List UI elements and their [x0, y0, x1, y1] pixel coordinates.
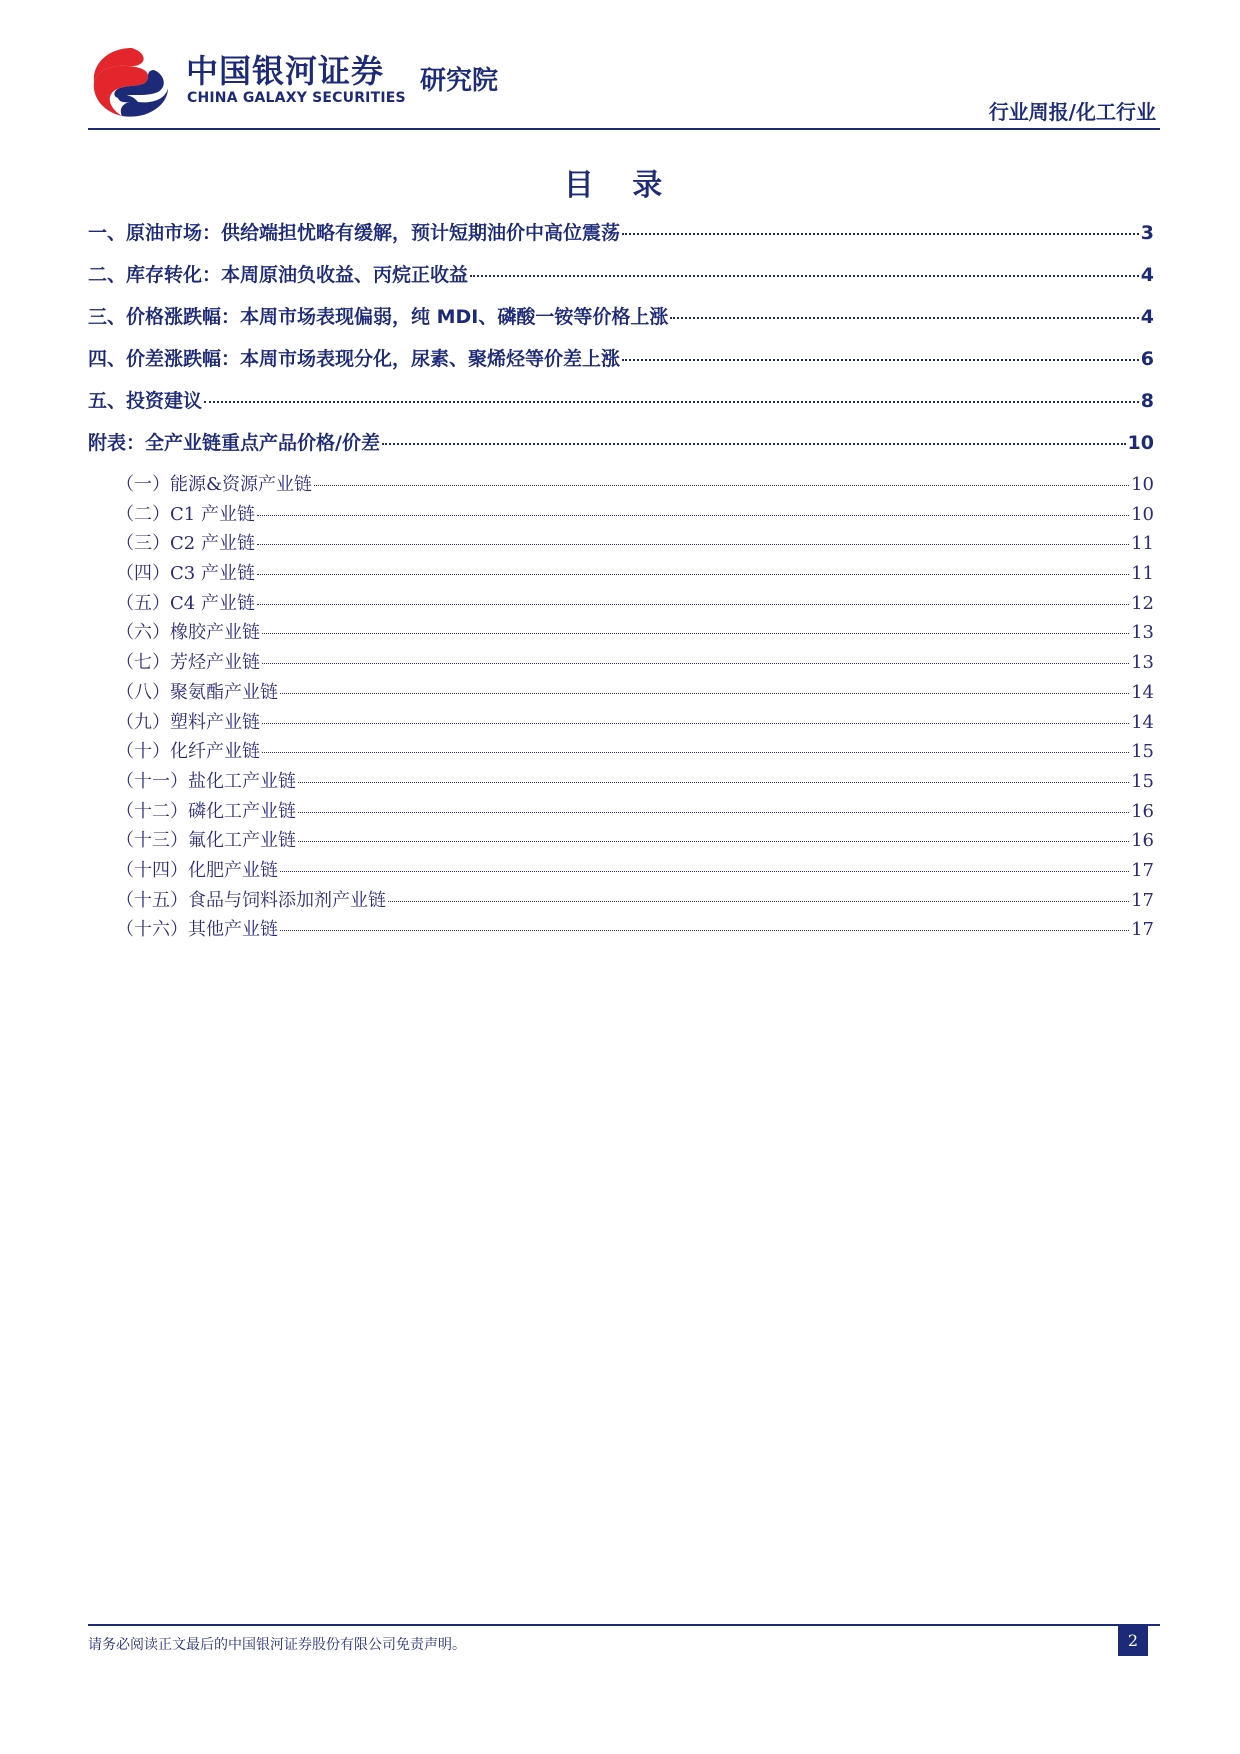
toc-subentry-page: 16 [1131, 830, 1154, 852]
dot-leader [262, 663, 1129, 664]
toc-subentry-text: （十一）盐化工产业链 [116, 770, 296, 792]
toc-entry-page: 3 [1140, 222, 1154, 244]
toc-subentry-10[interactable] [88, 737, 1154, 767]
page-number: 2 [1118, 1626, 1148, 1656]
toc-subentry-text: （十二）磷化工产业链 [116, 800, 296, 822]
footer-divider [88, 1624, 1160, 1626]
header-divider [88, 128, 1160, 130]
table-of-contents [88, 218, 1154, 945]
toc-subentry-page: 17 [1131, 889, 1154, 911]
toc-subentry-6[interactable] [88, 618, 1154, 648]
toc-entry-2[interactable] [88, 260, 1154, 302]
toc-subentry-text: （七）芳烃产业链 [116, 652, 260, 674]
toc-entry-text: 附表：全产业链重点产品价格/价差 [88, 432, 380, 454]
toc-title: 目 录 [563, 168, 677, 203]
dot-leader [388, 901, 1129, 902]
dot-leader [382, 443, 1126, 445]
dot-leader [298, 812, 1129, 813]
toc-entry-text: 四、价差涨跌幅：本周市场表现分化，尿素、聚烯烃等价差上涨 [88, 348, 621, 370]
toc-subentry-text: （九）塑料产业链 [116, 711, 260, 733]
dot-leader [280, 930, 1129, 931]
toc-subentry-text: （十三）氟化工产业链 [116, 830, 296, 852]
toc-entry-page: 10 [1127, 432, 1154, 454]
dot-leader [622, 233, 1139, 235]
toc-subentry-14[interactable] [88, 856, 1154, 886]
toc-subentry-3[interactable] [88, 529, 1154, 559]
dot-leader [204, 401, 1139, 403]
dot-leader [257, 515, 1129, 516]
dot-leader [280, 693, 1129, 694]
dot-leader [262, 633, 1129, 634]
dot-leader [298, 841, 1129, 842]
toc-subentry-page: 11 [1131, 563, 1154, 585]
toc-entry-text: 二、库存转化：本周原油负收益、丙烷正收益 [88, 264, 469, 286]
dot-leader [257, 544, 1129, 545]
toc-subentry-page: 15 [1131, 770, 1154, 792]
toc-entry-page: 4 [1140, 306, 1154, 328]
dot-leader [262, 723, 1129, 724]
toc-entry-text: 五、投资建议 [88, 390, 203, 412]
toc-subentry-13[interactable] [88, 826, 1154, 856]
dot-leader [470, 275, 1139, 277]
toc-entry-3[interactable] [88, 302, 1154, 344]
dot-leader [622, 359, 1139, 361]
toc-subentry-page: 17 [1131, 919, 1154, 941]
toc-subentry-text: （十五）食品与饲料添加剂产业链 [116, 889, 386, 911]
dot-leader [280, 871, 1129, 872]
toc-subentry-page: 14 [1131, 681, 1154, 703]
toc-entry-appendix[interactable] [88, 428, 1154, 470]
toc-subentry-2[interactable] [88, 500, 1154, 530]
toc-subentry-4[interactable] [88, 559, 1154, 589]
toc-subentry-page: 12 [1131, 592, 1154, 614]
toc-entry-text: 三、价格涨跌幅：本周市场表现偏弱，纯 MDI、磷酸一铵等价格上涨 [88, 306, 669, 328]
toc-subentry-page: 11 [1131, 533, 1154, 555]
toc-subentry-text: （二）C1 产业链 [116, 503, 255, 525]
toc-subentry-text: （四）C3 产业链 [116, 563, 255, 585]
toc-subentry-9[interactable] [88, 708, 1154, 738]
toc-subentry-text: （六）橡胶产业链 [116, 622, 260, 644]
china-galaxy-logo-icon [88, 42, 174, 122]
toc-entry-5[interactable] [88, 386, 1154, 428]
toc-subentry-text: （一）能源&资源产业链 [116, 474, 313, 495]
report-type-label: 行业周报/化工行业 [988, 100, 1156, 124]
toc-entry-page: 6 [1140, 348, 1154, 370]
institute-label: 研究院 [420, 66, 499, 96]
toc-subentry-12[interactable] [88, 797, 1154, 827]
page-header [88, 38, 1160, 130]
toc-entry-1[interactable] [88, 218, 1154, 260]
toc-subentry-text: （三）C2 产业链 [116, 533, 255, 555]
dot-leader [314, 485, 1129, 486]
dot-leader [257, 574, 1129, 575]
dot-leader [298, 782, 1129, 783]
toc-subentry-8[interactable] [88, 678, 1154, 708]
toc-subentry-page: 13 [1131, 652, 1154, 674]
footer-disclaimer: 请务必阅读正文最后的中国银河证券股份有限公司免责声明。 [88, 1637, 466, 1653]
toc-subentry-text: （十六）其他产业链 [116, 919, 278, 941]
toc-subentry-page: 15 [1131, 741, 1154, 763]
toc-subentry-7[interactable] [88, 648, 1154, 678]
toc-entry-4[interactable] [88, 344, 1154, 386]
toc-subentry-16[interactable] [88, 915, 1154, 945]
toc-subentry-page: 10 [1131, 474, 1154, 495]
dot-leader [257, 604, 1129, 605]
toc-subentry-page: 14 [1131, 711, 1154, 733]
toc-subentry-page: 17 [1131, 859, 1154, 881]
dot-leader [262, 752, 1129, 753]
toc-subentry-page: 13 [1131, 622, 1154, 644]
toc-subentry-text: （十）化纤产业链 [116, 741, 260, 763]
toc-subentry-5[interactable] [88, 589, 1154, 619]
toc-subentry-1[interactable] [88, 470, 1154, 500]
toc-subentry-15[interactable] [88, 886, 1154, 916]
toc-entry-page: 4 [1140, 264, 1154, 286]
toc-subentry-text: （八）聚氨酯产业链 [116, 681, 278, 703]
toc-entry-page: 8 [1140, 390, 1154, 412]
brand-name-cn: 中国银河证券 [186, 52, 385, 90]
toc-subentry-text: （五）C4 产业链 [116, 592, 255, 614]
toc-subentry-page: 16 [1131, 800, 1154, 822]
dot-leader [670, 317, 1138, 319]
toc-subentry-11[interactable] [88, 767, 1154, 797]
brand-name-en: CHINA GALAXY SECURITIES [187, 90, 406, 106]
toc-subentry-page: 10 [1131, 503, 1154, 525]
toc-subentry-text: （十四）化肥产业链 [116, 859, 278, 881]
toc-entry-text: 一、原油市场：供给端担忧略有缓解，预计短期油价中高位震荡 [88, 222, 621, 244]
